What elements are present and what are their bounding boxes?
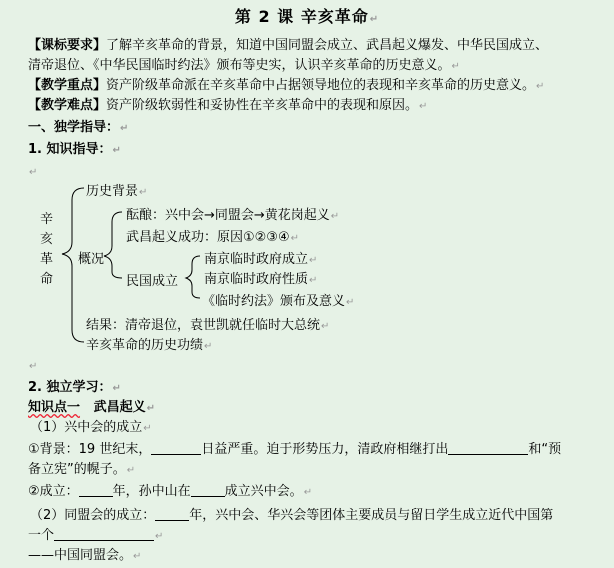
tree-background: 历史背景↵ — [86, 184, 148, 199]
tree-gov-nature: 南京临时政府性质↵ — [204, 272, 318, 287]
blank-5[interactable] — [155, 506, 189, 521]
key-point-line: 【教学重点】资产阶级革命派在辛亥革命中占据领导地位的表现和辛亥革命的历史意义。↵ — [28, 78, 545, 93]
blank-2[interactable] — [448, 440, 528, 455]
section1-heading: 一、独学指导：↵ — [28, 120, 129, 135]
tree-merit: 辛亥革命的历史功绩↵ — [86, 338, 213, 353]
key-point-label: 【教学重点】 — [28, 78, 107, 93]
knowledge-point-label: 知识点一 — [28, 400, 81, 415]
empty-paragraph: ↵ — [29, 167, 38, 178]
tree-root-char-4: 命 — [40, 272, 54, 287]
tree-republic: 民国成立 — [126, 274, 179, 289]
establishment-line: ②成立： 年，孙中山在 成立兴中会。↵ — [28, 484, 313, 499]
tree-root-char-2: 亥 — [40, 232, 54, 247]
blank-6[interactable] — [54, 526, 154, 541]
difficult-point-text: 资产阶级软弱性和妥协性在辛亥革命中的表现和原因。 — [106, 98, 419, 113]
tree-root-char-3: 革 — [40, 252, 54, 267]
curriculum-label: 【课标要求】 — [28, 38, 107, 53]
q2-line-3: ——中国同盟会。↵ — [28, 548, 142, 563]
blank-1[interactable] — [151, 440, 201, 455]
tree-gov-founded: 南京临时政府成立↵ — [204, 252, 318, 267]
tree-root-char-1: 辛 — [40, 212, 54, 227]
knowledge-point-topic: 武昌起义 — [93, 400, 146, 415]
curriculum-text-2: 清帝退位、《中华民国临时约法》颁布等史实，认识辛亥革命的历史意义。 — [28, 58, 451, 73]
background-line-1: ①背景：19 世纪末， 日益严重。迫于形势压力，清政府相继打出 和“预 — [28, 442, 562, 457]
difficult-point-line: 【教学难点】资产阶级软弱性和妥协性在辛亥革命中的表现和原因。↵ — [28, 98, 428, 113]
difficult-point-label: 【教学难点】 — [28, 98, 107, 113]
tree-brewing: 酝酿：兴中会→同盟会→黄花岗起义↵ — [126, 208, 340, 223]
background-line-2: 备立宪”的幌子。↵ — [28, 462, 136, 477]
knowledge-point-1: 知识点一 武昌起义↵ — [28, 400, 155, 415]
key-point-text: 资产阶级革命派在辛亥革命中占据领导地位的表现和辛亥革命的历史意义。 — [106, 78, 536, 93]
empty-paragraph-2: ↵ — [29, 361, 38, 372]
q2-line-2: 一个 ↵ — [28, 528, 164, 543]
tree-constitution: 《临时约法》颁布及意义↵ — [202, 294, 355, 309]
tree-result: 结果：清帝退位，袁世凯就任临时大总统↵ — [86, 318, 330, 333]
section1-subheading: 1. 知识指导：↵ — [28, 142, 121, 157]
curriculum-text-1: 了解辛亥革命的背景，知道中国同盟会成立、武昌起义爆发、中华民国成立、 — [106, 38, 549, 53]
section2-heading: 2. 独立学习：↵ — [28, 380, 121, 395]
tree-wuchang: 武昌起义成功：原因①②③④↵ — [126, 230, 300, 245]
page-title: 第 2 课 辛亥革命↵ — [234, 7, 380, 26]
curriculum-line-2: 清帝退位、《中华民国临时约法》颁布等史实，认识辛亥革命的历史意义。↵ — [28, 58, 460, 73]
q2-line-1: （2）同盟会的成立： 年，兴中会、华兴会等团体主要成员与留日学生成立近代中国第 — [30, 508, 554, 523]
blank-3[interactable] — [79, 482, 113, 497]
q1-title: （1）兴中会的成立↵ — [30, 420, 152, 435]
tree-overview: 概况 — [78, 252, 105, 267]
blank-4[interactable] — [191, 482, 225, 497]
